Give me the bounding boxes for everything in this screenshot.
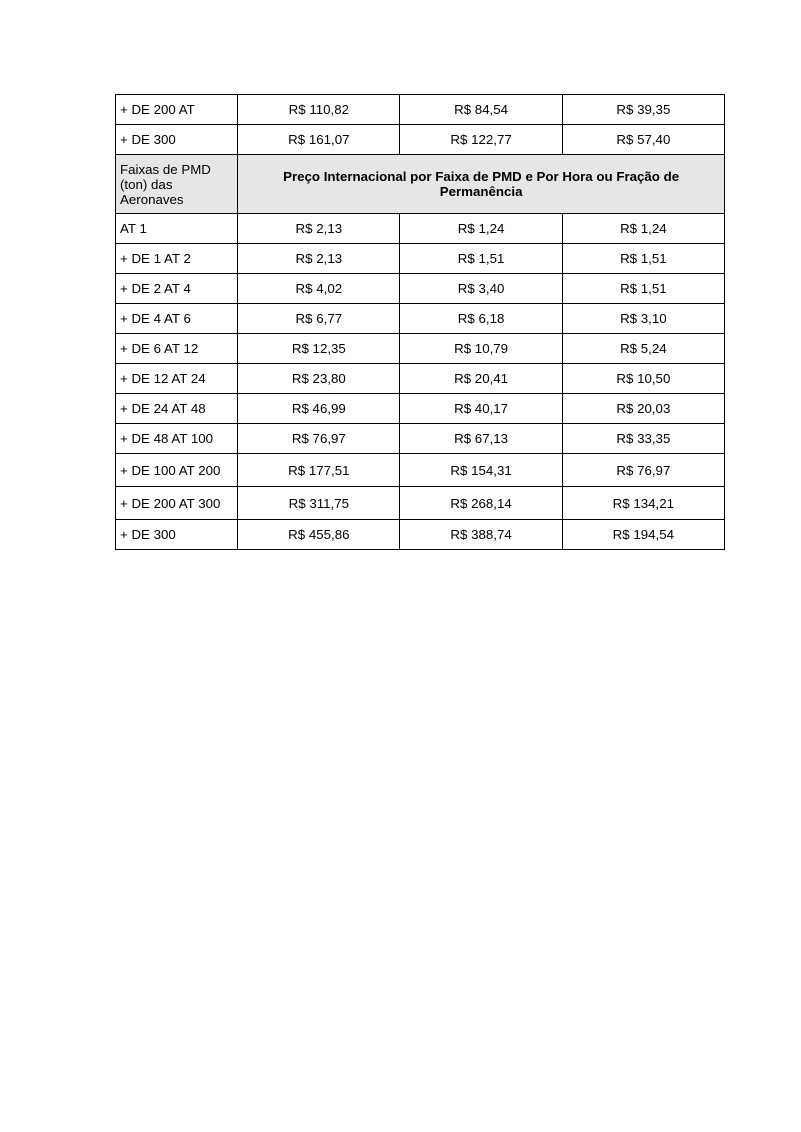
price-cell: R$ 10,50 <box>562 364 724 394</box>
price-cell: R$ 12,35 <box>238 334 400 364</box>
section-label: Faixas de PMD (ton) das Aeronaves <box>116 155 238 214</box>
table-row <box>116 364 725 394</box>
price-cell: R$ 40,17 <box>400 394 562 424</box>
price-cell: R$ 57,40 <box>562 125 724 155</box>
price-cell: R$ 311,75 <box>238 487 400 520</box>
table-row <box>116 394 725 424</box>
row-label: + DE 1 AT 2 <box>116 244 238 274</box>
row-label: + DE 48 AT 100 <box>116 424 238 454</box>
price-cell: R$ 2,13 <box>238 244 400 274</box>
price-cell: R$ 10,79 <box>400 334 562 364</box>
table-row <box>116 334 725 364</box>
price-cell: R$ 4,02 <box>238 274 400 304</box>
price-cell: R$ 46,99 <box>238 394 400 424</box>
price-cell: R$ 161,07 <box>238 125 400 155</box>
price-cell: R$ 177,51 <box>238 454 400 487</box>
price-cell: R$ 1,51 <box>562 244 724 274</box>
row-label: + DE 4 AT 6 <box>116 304 238 334</box>
price-cell: R$ 134,21 <box>562 487 724 520</box>
row-label: + DE 100 AT 200 <box>116 454 238 487</box>
row-label: AT 1 <box>116 214 238 244</box>
price-cell: R$ 76,97 <box>238 424 400 454</box>
row-label: + DE 2 AT 4 <box>116 274 238 304</box>
price-cell: R$ 6,18 <box>400 304 562 334</box>
price-cell: R$ 20,03 <box>562 394 724 424</box>
row-label: + DE 300 <box>116 520 238 550</box>
price-cell: R$ 84,54 <box>400 95 562 125</box>
table-row <box>116 304 725 334</box>
section-title: Preço Internacional por Faixa de PMD e Por Hora ou Fração de Permanência <box>238 155 725 214</box>
row-label: + DE 200 AT 300 <box>116 487 238 520</box>
row-label: + DE 200 AT <box>116 95 238 125</box>
price-cell: R$ 33,35 <box>562 424 724 454</box>
price-cell: R$ 23,80 <box>238 364 400 394</box>
price-cell: R$ 1,24 <box>400 214 562 244</box>
table-row <box>116 95 725 125</box>
fee-table <box>115 94 725 550</box>
price-cell: R$ 76,97 <box>562 454 724 487</box>
section-header-row <box>116 155 725 214</box>
table-row <box>116 125 725 155</box>
row-label: + DE 24 AT 48 <box>116 394 238 424</box>
table-row <box>116 520 725 550</box>
table-row <box>116 454 725 487</box>
table-row <box>116 214 725 244</box>
table-row <box>116 424 725 454</box>
price-cell: R$ 1,51 <box>562 274 724 304</box>
price-cell: R$ 6,77 <box>238 304 400 334</box>
price-cell: R$ 388,74 <box>400 520 562 550</box>
row-label: + DE 12 AT 24 <box>116 364 238 394</box>
price-cell: R$ 154,31 <box>400 454 562 487</box>
price-cell: R$ 1,24 <box>562 214 724 244</box>
price-cell: R$ 2,13 <box>238 214 400 244</box>
price-cell: R$ 268,14 <box>400 487 562 520</box>
price-cell: R$ 3,40 <box>400 274 562 304</box>
table-row <box>116 274 725 304</box>
table-row <box>116 487 725 520</box>
price-cell: R$ 39,35 <box>562 95 724 125</box>
table-row <box>116 244 725 274</box>
price-cell: R$ 122,77 <box>400 125 562 155</box>
price-cell: R$ 20,41 <box>400 364 562 394</box>
row-label: + DE 6 AT 12 <box>116 334 238 364</box>
price-cell: R$ 110,82 <box>238 95 400 125</box>
price-cell: R$ 194,54 <box>562 520 724 550</box>
row-label: + DE 300 <box>116 125 238 155</box>
price-cell: R$ 5,24 <box>562 334 724 364</box>
price-cell: R$ 1,51 <box>400 244 562 274</box>
price-cell: R$ 3,10 <box>562 304 724 334</box>
price-cell: R$ 455,86 <box>238 520 400 550</box>
price-cell: R$ 67,13 <box>400 424 562 454</box>
